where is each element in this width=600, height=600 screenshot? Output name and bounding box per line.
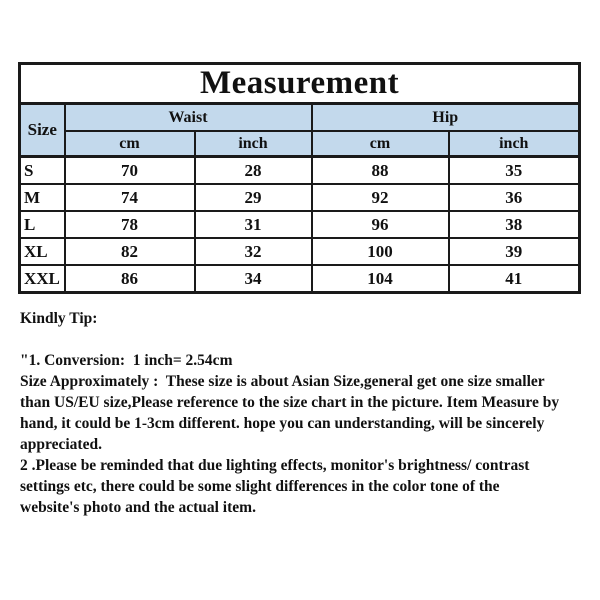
size-column-header: Size xyxy=(20,104,65,157)
waist-inch-header: inch xyxy=(195,131,312,157)
table-row-xl xyxy=(20,238,580,265)
waist-cm: 78 xyxy=(65,211,195,238)
hip-inch: 35 xyxy=(449,157,580,185)
waist-inch: 31 xyxy=(195,211,312,238)
hip-inch: 38 xyxy=(449,211,580,238)
kindly-tip-section xyxy=(20,308,586,518)
hip-cm: 100 xyxy=(312,238,449,265)
waist-cm: 86 xyxy=(65,265,195,293)
tip-line-color-note-2: settings etc, there could be some slight differences in the color tone of the xyxy=(20,478,500,495)
hip-inch: 39 xyxy=(449,238,580,265)
waist-cm: 70 xyxy=(65,157,195,185)
tip-line-size-note-4: appreciated. xyxy=(20,436,102,453)
hip-cm: 96 xyxy=(312,211,449,238)
size-label: M xyxy=(20,184,65,211)
tip-line-size-note-2: than US/EU size,Please reference to the size chart in the picture. Item Measure by xyxy=(20,394,560,411)
waist-cm-header: cm xyxy=(65,131,195,157)
hip-cm-header: cm xyxy=(312,131,449,157)
hip-group-header: Hip xyxy=(312,104,580,132)
size-label: XL xyxy=(20,238,65,265)
hip-inch: 36 xyxy=(449,184,580,211)
measurement-table xyxy=(18,62,581,294)
table-row-m xyxy=(20,184,580,211)
tip-line-conversion: "1. Conversion: 1 inch= 2.54cm xyxy=(20,352,233,369)
tip-line-color-note-3: website's photo and the actual item. xyxy=(20,499,256,516)
tip-line-size-note-3: hand, it could be 1-3cm different. hope you can understanding, will be sincerely xyxy=(20,415,545,432)
table-row-s xyxy=(20,157,580,185)
hip-cm: 88 xyxy=(312,157,449,185)
size-label: XXL xyxy=(20,265,65,293)
table-title: Measurement xyxy=(20,64,580,104)
tip-line-color-note-1: 2 .Please be reminded that due lighting effects, monitor's brightness/ contrast xyxy=(20,457,530,474)
hip-inch-header: inch xyxy=(449,131,580,157)
waist-cm: 82 xyxy=(65,238,195,265)
waist-inch: 28 xyxy=(195,157,312,185)
size-label: S xyxy=(20,157,65,185)
hip-cm: 104 xyxy=(312,265,449,293)
size-label: L xyxy=(20,211,65,238)
hip-inch: 41 xyxy=(449,265,580,293)
tip-line-size-note-1: Size Approximately : These size is about Asian Size,general get one size smaller xyxy=(20,373,545,390)
table-row-xxl xyxy=(20,265,580,293)
waist-inch: 32 xyxy=(195,238,312,265)
waist-cm: 74 xyxy=(65,184,195,211)
waist-inch: 34 xyxy=(195,265,312,293)
waist-inch: 29 xyxy=(195,184,312,211)
kindly-tip-heading: Kindly Tip: xyxy=(20,310,98,327)
waist-group-header: Waist xyxy=(65,104,312,132)
table-row-l xyxy=(20,211,580,238)
hip-cm: 92 xyxy=(312,184,449,211)
